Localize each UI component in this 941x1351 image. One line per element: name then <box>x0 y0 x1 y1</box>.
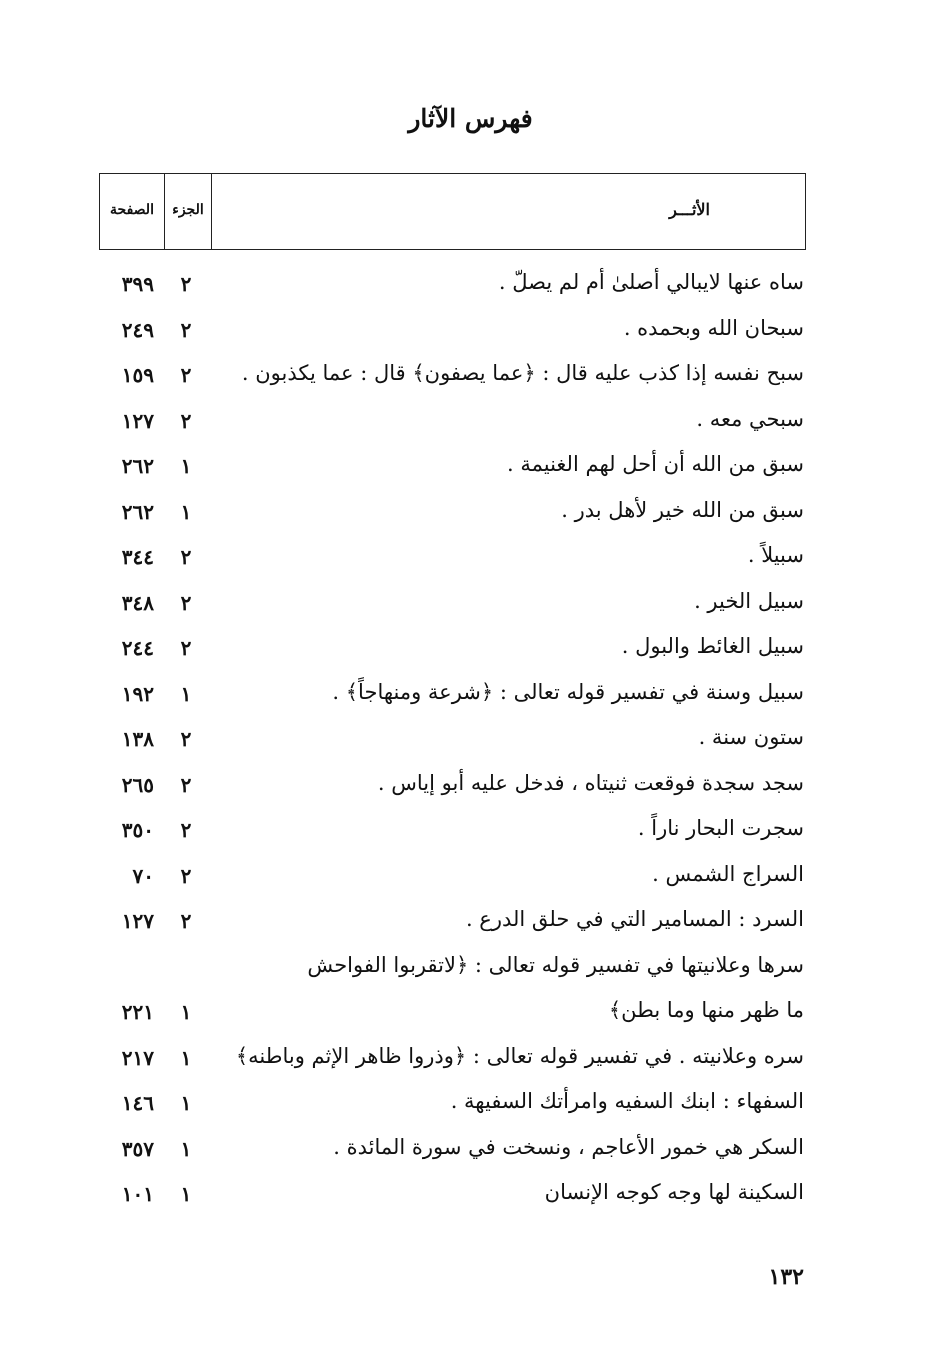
index-row <box>0 355 941 401</box>
page-title: فهرس الآثار <box>408 104 533 133</box>
row-page: ٢٦٢ <box>121 454 154 478</box>
header-page-column: الصفحة <box>110 202 154 218</box>
table-header <box>99 173 806 250</box>
row-text: سجرت البحار ناراً . <box>637 816 804 840</box>
row-part: ٢ <box>180 909 192 933</box>
row-page: ٢٢١ <box>121 1000 154 1024</box>
row-page: ٣٥٧ <box>121 1136 154 1161</box>
index-row <box>0 856 941 902</box>
row-page: ١٠١ <box>121 1182 154 1206</box>
row-page: ٢٤٩ <box>121 317 154 342</box>
row-text: ما ظهر منها وما بطن﴾ <box>608 998 804 1022</box>
row-text: ستون سنة . <box>698 725 804 749</box>
index-row <box>0 1038 941 1084</box>
index-row <box>0 537 941 583</box>
row-part: ٢ <box>180 590 192 615</box>
index-row <box>0 674 941 720</box>
row-text: السراج الشمس . <box>652 861 804 886</box>
header-part-column: الجزء <box>164 174 212 249</box>
index-row <box>0 401 941 447</box>
row-page: ٣٤٤ <box>121 545 154 569</box>
row-part: ٢ <box>180 727 192 751</box>
index-row <box>0 446 941 492</box>
row-part: ٢ <box>180 545 192 569</box>
row-page: ١٥٩ <box>121 363 154 387</box>
index-row <box>0 765 941 811</box>
row-part: ١ <box>180 1136 192 1161</box>
row-part: ٢ <box>180 863 192 888</box>
row-part: ٢ <box>180 363 192 387</box>
row-part: ١ <box>180 454 192 478</box>
row-page: ٢٦٥ <box>121 772 154 797</box>
index-row <box>0 1083 941 1129</box>
row-page: ٢٤٤ <box>121 636 154 660</box>
row-text: سبيلاً . <box>747 543 804 567</box>
row-text: سبحان الله وبحمده . <box>623 315 804 340</box>
row-page: ٧٠ <box>132 863 154 888</box>
index-row <box>0 901 941 947</box>
row-text: السرد : المسامير التي في حلق الدرع . <box>465 907 804 931</box>
row-text: سبيل الخير . <box>694 588 804 613</box>
row-text: السفهاء : ابنك السفيه وامرأتك السفيهة . <box>450 1089 804 1113</box>
row-page: ٣٤٨ <box>121 590 154 615</box>
row-text: سبح نفسه إذا كذب عليه قال : ﴿عما يصفون﴾ قال : عما يكذبون . <box>241 361 804 385</box>
index-row <box>0 264 941 310</box>
row-page: ٣٩٩ <box>121 272 154 296</box>
index-row <box>0 719 941 765</box>
row-part: ٢ <box>180 818 192 842</box>
row-part: ٢ <box>180 317 192 342</box>
row-text: سرها وعلانيتها في تفسير قوله تعالى : ﴿لاتقربوا الفواحش <box>307 952 804 977</box>
row-part: ٢ <box>180 772 192 797</box>
row-part: ١ <box>180 1182 192 1206</box>
row-part: ١ <box>180 681 192 706</box>
row-text: سبق من الله أن أحل لهم الغنيمة . <box>507 452 804 476</box>
row-text: سجد سجدة فوقعت ثنيتاه ، فدخل عليه أبو إياس . <box>377 770 804 795</box>
index-row <box>0 810 941 856</box>
index-row <box>0 1174 941 1220</box>
index-row <box>0 947 941 993</box>
row-page: ١٩٢ <box>121 681 154 706</box>
row-part: ٢ <box>180 408 192 433</box>
row-text: السكر هي خمور الأعاجم ، ونسخت في سورة المائدة . <box>333 1134 804 1159</box>
index-row <box>0 1129 941 1175</box>
row-page: ١٢٧ <box>121 909 154 933</box>
row-page: ٢١٧ <box>121 1045 154 1070</box>
index-list <box>0 264 941 1220</box>
row-text: سبق من الله خير لأهل بدر . <box>561 497 804 522</box>
row-part: ١ <box>180 1000 192 1024</box>
row-text: سبحي معه . <box>696 406 804 431</box>
index-row <box>0 583 941 629</box>
row-text: سبيل وسنة في تفسير قوله تعالى : ﴿شرعة ومنهاجاً﴾ . <box>332 679 804 704</box>
row-page: ١٤٦ <box>121 1091 154 1115</box>
index-row <box>0 310 941 356</box>
row-part: ١ <box>180 1045 192 1070</box>
header-athar-column: الأثـــر <box>669 200 710 219</box>
row-text: سبيل الغائط والبول . <box>621 634 804 658</box>
row-part: ١ <box>180 1091 192 1115</box>
row-text: ساه عنها لايبالي أصلىٰ أم لم يصلّ . <box>498 270 804 294</box>
index-row <box>0 628 941 674</box>
row-part: ٢ <box>180 272 192 296</box>
row-part: ١ <box>180 499 192 524</box>
page-number: ١٣٢ <box>768 1264 804 1290</box>
row-part: ٢ <box>180 636 192 660</box>
row-text: سره وعلانيته . في تفسير قوله تعالى : ﴿وذروا ظاهر الإثم وباطنه﴾ <box>235 1043 804 1068</box>
index-row <box>0 492 941 538</box>
row-text: السكينة لها وجه كوجه الإنسان <box>544 1180 804 1204</box>
row-page: ١٣٨ <box>121 727 154 751</box>
row-page: ١٢٧ <box>121 408 154 433</box>
row-page: ٢٦٢ <box>121 499 154 524</box>
row-page: ٣٥٠ <box>121 818 154 842</box>
index-row <box>0 992 941 1038</box>
